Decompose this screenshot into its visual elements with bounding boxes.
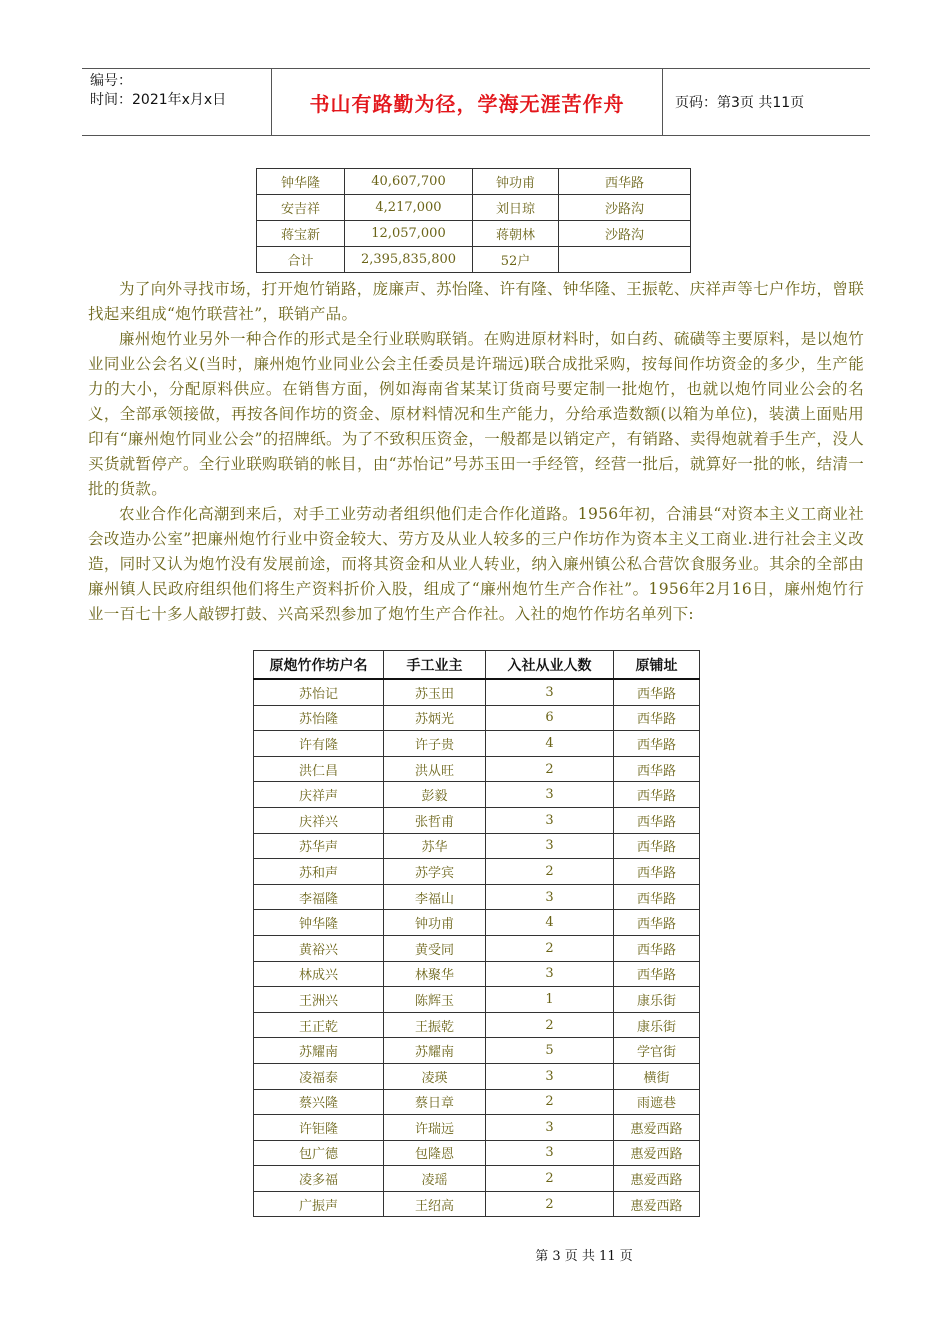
- table-cell: 康乐街: [614, 1012, 700, 1038]
- table-cell: 2: [486, 1089, 614, 1115]
- table-cell: 黄裕兴: [254, 935, 384, 961]
- column-header: 原铺址: [614, 651, 700, 680]
- table-cell: 凌福泰: [254, 1063, 384, 1089]
- table-row: [254, 731, 700, 757]
- table-cell: 苏华: [384, 833, 486, 859]
- table-cell: 蔡兴隆: [254, 1089, 384, 1115]
- time-label: 时间：2021年x月x日: [90, 92, 227, 108]
- table-row: [254, 833, 700, 859]
- page-header: [82, 68, 870, 136]
- table-cell: 西华路: [614, 910, 700, 936]
- table-cell: 3: [486, 679, 614, 705]
- table-row: [254, 1089, 700, 1115]
- column-header: 入社从业人数: [486, 651, 614, 680]
- table-cell: 包隆恩: [384, 1140, 486, 1166]
- table-cell: 惠爱西路: [614, 1115, 700, 1141]
- table-cell: [559, 247, 691, 273]
- table-cell: 40,607,700: [345, 169, 473, 195]
- member-table: [253, 650, 700, 1217]
- table-cell: 西华路: [614, 782, 700, 808]
- header-page-label: 页码：第3页 共11页: [675, 95, 805, 111]
- table-cell: 3: [486, 1140, 614, 1166]
- table-row: [254, 987, 700, 1013]
- table-row: [257, 247, 691, 273]
- table-row: [254, 884, 700, 910]
- table-cell: 西华路: [614, 833, 700, 859]
- table-cell: 张哲甫: [384, 807, 486, 833]
- table-cell: 4: [486, 910, 614, 936]
- table-row: [254, 1140, 700, 1166]
- page-footer: [0, 1245, 950, 1264]
- table-cell: 4,217,000: [345, 195, 473, 221]
- table-cell: 西华路: [614, 807, 700, 833]
- table-row: [254, 1115, 700, 1141]
- table-cell: 西华路: [614, 731, 700, 757]
- table-cell: 苏耀南: [254, 1038, 384, 1064]
- table-row: [254, 859, 700, 885]
- table-cell: 苏学宾: [384, 859, 486, 885]
- capital-table: [256, 168, 691, 273]
- table-cell: 4: [486, 731, 614, 757]
- table-cell: 许子贵: [384, 731, 486, 757]
- table-cell: 王绍高: [384, 1191, 486, 1217]
- table-cell: 林成兴: [254, 961, 384, 987]
- footer-page-number: 第 3 页 共 11 页: [535, 1249, 633, 1264]
- paragraph: 廉州炮竹业另外一种合作的形式是全行业联购联销。在购进原材料时，如白药、硫磺等主要原料，是以炮竹业同业公会名义(当时，廉州炮竹业同业公会主任委员是许瑞远)联合成批采购，按每间作坊资金的多少，生产能力的大小，分配原料供应。在销售方面，例如海南省某某订货商号要定制一批炮竹，也就以炮竹同业公会的名义，全部承领接做，再按各间作坊的资金、原材料情况和生产能力，分给承造数额(以箱为单位)，装潢上面贴用印有“廉州炮竹同业公会”的招牌纸。为了不致积压资金，一般都是以销定产，有销路、卖得炮就着手生产，没人买货就暂停产。全行业联购联销的帐目，由“苏怡记”号苏玉田一手经管，经营一批后，就算好一批的帐，结清一批的货款。: [88, 330, 864, 498]
- table-cell: 西华路: [614, 859, 700, 885]
- table-cell: 3: [486, 1063, 614, 1089]
- table-cell: 蒋朝林: [473, 221, 559, 247]
- table-cell: 苏和声: [254, 859, 384, 885]
- column-header: 原炮竹作坊户名: [254, 651, 384, 680]
- table-cell: 王振乾: [384, 1012, 486, 1038]
- table-cell: 3: [486, 833, 614, 859]
- table-cell: 陈辉玉: [384, 987, 486, 1013]
- table-cell: 许钜隆: [254, 1115, 384, 1141]
- table-row: [254, 961, 700, 987]
- table-row: [254, 756, 700, 782]
- table-cell: 洪仁昌: [254, 756, 384, 782]
- table-cell: 凌多福: [254, 1166, 384, 1192]
- table-row: [254, 1038, 700, 1064]
- table-cell: 沙路沟: [559, 221, 691, 247]
- table-cell: 许有隆: [254, 731, 384, 757]
- header-meta: [82, 69, 272, 135]
- table-cell: 钟功甫: [473, 169, 559, 195]
- table-cell: 李福隆: [254, 884, 384, 910]
- table-cell: 沙路沟: [559, 195, 691, 221]
- table-cell: 横街: [614, 1063, 700, 1089]
- table-cell: 苏华声: [254, 833, 384, 859]
- table-row: [254, 705, 700, 731]
- table-row: [257, 221, 691, 247]
- table-cell: 苏怡记: [254, 679, 384, 705]
- table-cell: 3: [486, 884, 614, 910]
- table-cell: 3: [486, 782, 614, 808]
- table-cell: 西华路: [614, 679, 700, 705]
- table-cell: 惠爱西路: [614, 1140, 700, 1166]
- table-cell: 学官街: [614, 1038, 700, 1064]
- table-cell: 林聚华: [384, 961, 486, 987]
- table-cell: 蔡日章: [384, 1089, 486, 1115]
- paragraph: 为了向外寻找市场，打开炮竹销路，庞廉声、苏怡隆、许有隆、钟华隆、王振乾、庆祥声等七户作坊，曾联找起来组成“炮竹联营社”，联销产品。: [88, 280, 864, 323]
- table-cell: 苏玉田: [384, 679, 486, 705]
- table-cell: 惠爱西路: [614, 1191, 700, 1217]
- table-cell: 西华路: [559, 169, 691, 195]
- table-cell: 2: [486, 1191, 614, 1217]
- table-cell: 西华路: [614, 705, 700, 731]
- table-cell: 西华路: [614, 756, 700, 782]
- table-cell: 钟功甫: [384, 910, 486, 936]
- table-row: [254, 1063, 700, 1089]
- table-cell: 康乐街: [614, 987, 700, 1013]
- table-cell: 洪从旺: [384, 756, 486, 782]
- table-row: [257, 195, 691, 221]
- table-row: [254, 782, 700, 808]
- table-row: [254, 1166, 700, 1192]
- table-cell: 王洲兴: [254, 987, 384, 1013]
- body-text: [88, 277, 864, 627]
- table-cell: 5: [486, 1038, 614, 1064]
- table-cell: 庆祥声: [254, 782, 384, 808]
- table-cell: 黄受同: [384, 935, 486, 961]
- column-header: 手工业主: [384, 651, 486, 680]
- table-cell: 惠爱西路: [614, 1166, 700, 1192]
- table-cell: 西华路: [614, 884, 700, 910]
- paragraph: 农业合作化高潮到来后，对手工业劳动者组织他们走合作化道路。1956年初，合浦县“对资本主义工商业社会改造办公室”把廉州炮竹行业中资金较大、劳方及从业人较多的三户作坊作为资本主义工商业.进行社会主义改造，同时又认为炮竹没有发展前途，而将其资金和从业人转业，纳入廉州镇公私合营饮食服务业。其余的全部由廉州镇人民政府组织他们将生产资料折价入股，组成了“廉州炮竹生产合作社”。1956年2月16日，廉州炮竹行业一百七十多人敲锣打鼓、兴高采烈参加了炮竹生产合作社。入社的炮竹作坊名单列下:: [88, 505, 864, 623]
- table-cell: 刘日琼: [473, 195, 559, 221]
- table-cell: 2: [486, 935, 614, 961]
- table-cell: 包广德: [254, 1140, 384, 1166]
- table-cell: 蒋宝新: [257, 221, 345, 247]
- table-cell: 苏炳光: [384, 705, 486, 731]
- table-cell: 苏怡隆: [254, 705, 384, 731]
- table-cell: 西华路: [614, 961, 700, 987]
- table-cell: 许瑞远: [384, 1115, 486, 1141]
- table-cell: 安吉祥: [257, 195, 345, 221]
- table-cell: 2: [486, 1012, 614, 1038]
- table-cell: 李福山: [384, 884, 486, 910]
- table-cell: 雨遮巷: [614, 1089, 700, 1115]
- table-cell: 广振声: [254, 1191, 384, 1217]
- table-cell: 合计: [257, 247, 345, 273]
- table-cell: 钟华隆: [254, 910, 384, 936]
- table-cell: 西华路: [614, 935, 700, 961]
- table-row: [257, 169, 691, 195]
- table-cell: 凌瑛: [384, 1063, 486, 1089]
- table-cell: 凌瑶: [384, 1166, 486, 1192]
- table-cell: 52户: [473, 247, 559, 273]
- table-row: [254, 910, 700, 936]
- table-cell: 2: [486, 1166, 614, 1192]
- table-cell: 2: [486, 756, 614, 782]
- number-label: 编号：: [90, 73, 132, 89]
- table-cell: 6: [486, 705, 614, 731]
- table-cell: 3: [486, 1115, 614, 1141]
- table-row: [254, 1012, 700, 1038]
- table-cell: 钟华隆: [257, 169, 345, 195]
- table-row: [254, 807, 700, 833]
- header-motto: 书山有路勤为径，学海无涯苦作舟: [272, 69, 663, 135]
- table-cell: 2,395,835,800: [345, 247, 473, 273]
- table-header-row: [254, 651, 700, 680]
- table-cell: 3: [486, 961, 614, 987]
- table-cell: 彭毅: [384, 782, 486, 808]
- table-cell: 12,057,000: [345, 221, 473, 247]
- table-cell: 苏耀南: [384, 1038, 486, 1064]
- table-row: [254, 1191, 700, 1217]
- table-cell: 1: [486, 987, 614, 1013]
- table-cell: 庆祥兴: [254, 807, 384, 833]
- table-cell: 王正乾: [254, 1012, 384, 1038]
- table-row: [254, 679, 700, 705]
- table-cell: 3: [486, 807, 614, 833]
- table-cell: 2: [486, 859, 614, 885]
- table-row: [254, 935, 700, 961]
